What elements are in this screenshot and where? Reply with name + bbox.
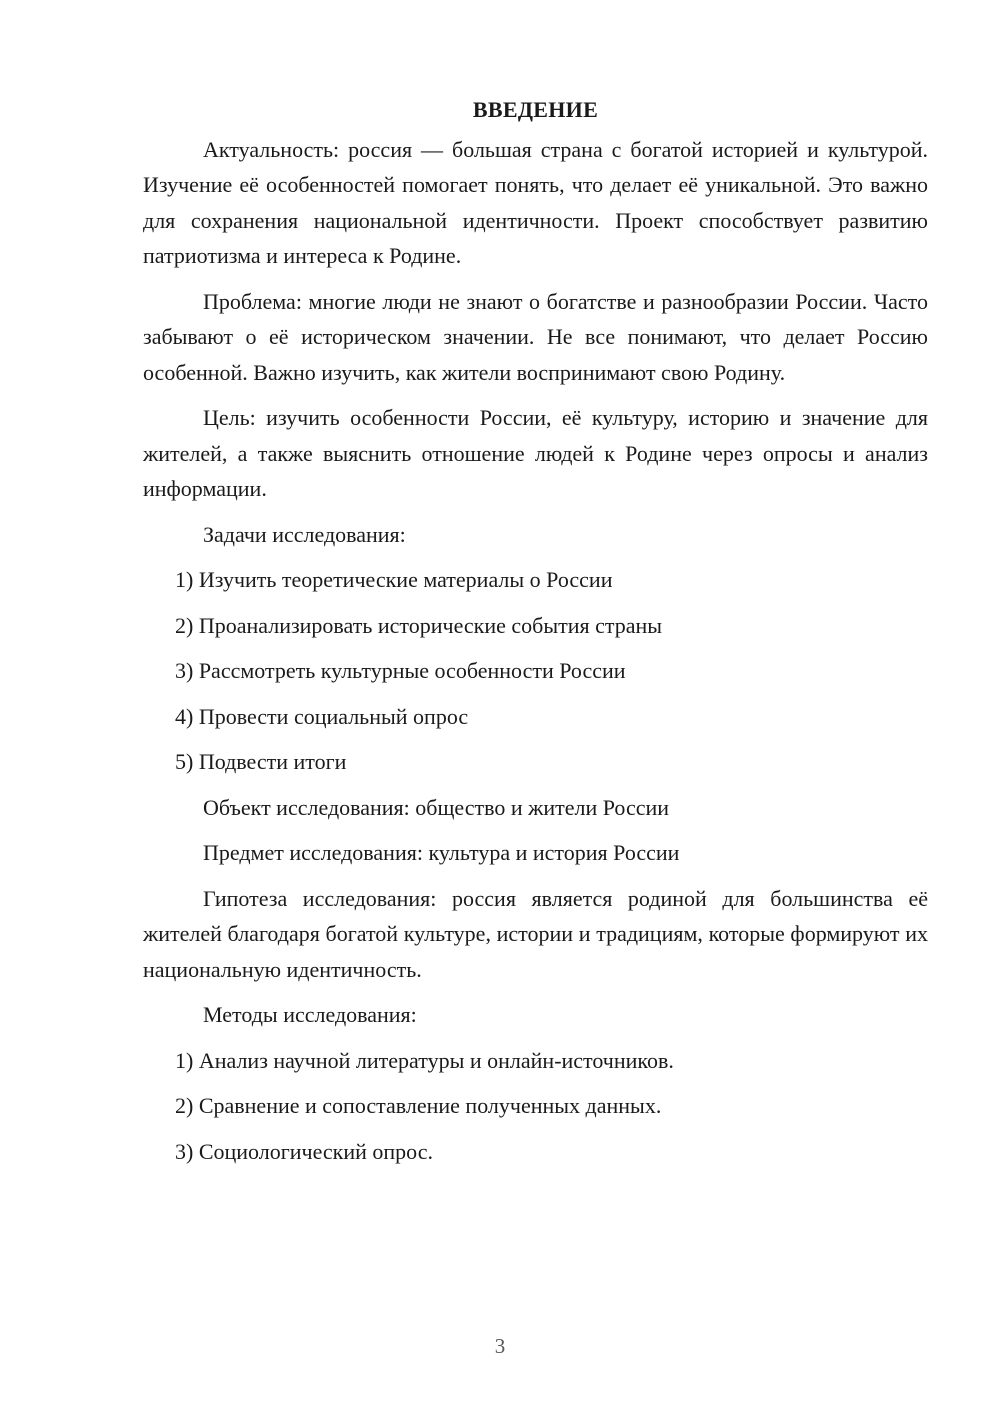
list-item: 3) Рассмотреть культурные особенности России	[175, 658, 626, 683]
tasks-heading: Задачи исследования:	[203, 521, 406, 547]
goal-paragraph: Цель: изучить особенности России, её культуру, историю и значение для жителей, а также выяснить отношение людей к Родине через опросы и анализ информации.	[143, 405, 928, 501]
page-number: 3	[494, 1334, 506, 1358]
document-page	[143, 92, 928, 1179]
methods-heading: Методы исследования:	[203, 1002, 417, 1027]
methods-list	[143, 1043, 928, 1170]
list-item: 5) Подвести итоги	[175, 749, 347, 774]
subject-line: Предмет исследования: культура и история России	[203, 840, 680, 865]
list-item: 4) Провести социальный опрос	[175, 703, 469, 729]
list-item: 3) Социологический опрос.	[175, 1138, 433, 1164]
list-item: 1) Изучить теоретические материалы о России	[175, 567, 613, 592]
list-item: 2) Сравнение и сопоставление полученных данных.	[175, 1093, 662, 1118]
object-line: Объект исследования: общество и жители России	[203, 794, 670, 820]
problem-paragraph: Проблема: многие люди не знают о богатстве и разнообразии России. Часто забывают о её историческом значении. Не все понимают, что делает Россию особенной. Важно изучить, как жители воспринимают свою Родину.	[143, 288, 928, 385]
hypothesis-paragraph: Гипотеза исследования: россия является родиной для большинства её жителей благодаря богатой культуре, истории и традициям, которые формируют их национальную идентичность.	[143, 885, 928, 982]
relevance-paragraph: Актуальность: россия — большая страна с богатой историей и культурой. Изучение её особенностей помогает понять, что делает её уникальной. Это важно для сохранения национальной идентичности. Проект способствует развитию патриотизма и интереса к Родине.	[143, 136, 928, 268]
section-title: ВВЕДЕНИЕ	[472, 97, 599, 122]
tasks-list	[143, 562, 928, 780]
list-item: 1) Анализ научной литературы и онлайн-источников.	[175, 1047, 674, 1073]
list-item: 2) Проанализировать исторические события страны	[175, 612, 663, 638]
